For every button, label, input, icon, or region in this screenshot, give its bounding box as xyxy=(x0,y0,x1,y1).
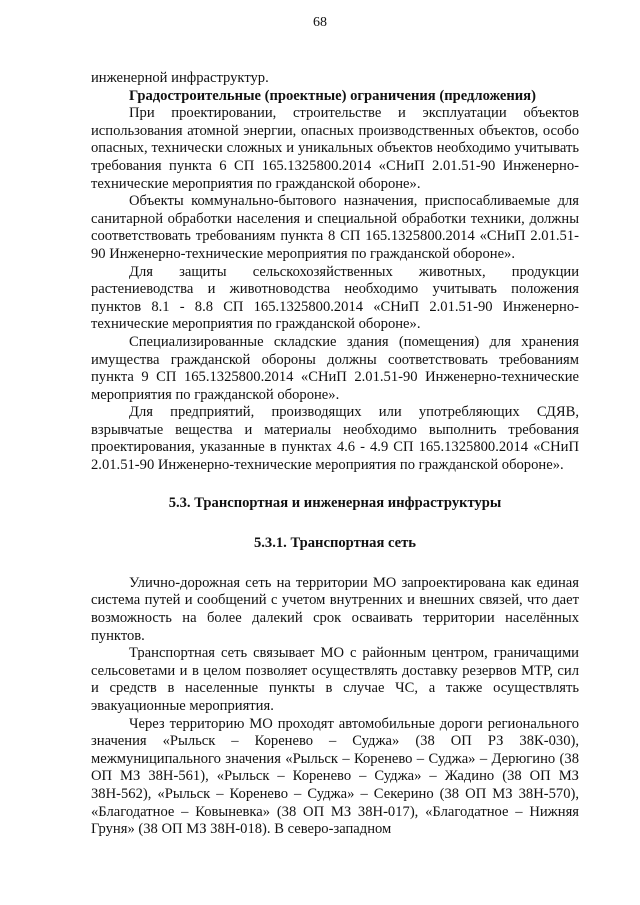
paragraph-hazardous-enterprises: Для предприятий, производящих или употребляющих СДЯВ, взрывчатые вещества и материалы необходимо выполнить требования проектирования, указанные в пунктах 4.6 - 4.9 СП 165.1325800.2014 «СНиП 2.01.51-90 Инженерно-технические мероприятия по гражданской обороне». xyxy=(91,404,579,474)
paragraph-continuation: инженерной инфраструктур. xyxy=(91,70,269,86)
restrictions-heading: Градостроительные (проектные) ограничения (предложения) xyxy=(129,87,536,104)
section-heading: 5.3. Транспортная и инженерная инфраструктуры xyxy=(168,494,502,511)
paragraph-warehouses: Специализированные складские здания (помещения) для хранения имущества гражданской обороны должны соответствовать требованиям пункта 9 СП 165.1325800.2014 «СНиП 2.01.51-90 Инженерно-технические мероприятия по гражданской обороне». xyxy=(91,333,579,403)
paragraph-atomic-objects: При проектировании, строительстве и эксплуатации объектов использования атомной энергии, опасных производственных объектов, особо опасных, технически сложных и уникальных объектов необходимо учитывать требования пункта 6 СП 165.1325800.2014 «СНиП 2.01.51-90 Инженерно-технические мероприятия по гражданской обороне». xyxy=(91,105,579,192)
paragraph-communal-objects: Объекты коммунально-бытового назначения, приспосабливаемые для санитарной обработки населения и специальной обработки техники, должны соответствовать требованиям пункта 8 СП 165.1325800.2014 «СНиП 2.01.51-90 Инженерно-технические мероприятия по гражданской обороне». xyxy=(91,193,579,262)
paragraph-animal-protection: Для защиты сельскохозяйственных животных, продукции растениеводства и животноводства необходимо учитывать положения пунктов 8.1 - 8.8 СП 165.1325800.2014 «СНиП 2.01.51-90 Инженерно-технические мероприятия по гражданской обороне». xyxy=(91,263,579,333)
page-content xyxy=(91,70,579,839)
subsection-heading: 5.3.1. Транспортная сеть xyxy=(253,535,417,552)
paragraph-transport-network: Транспортная сеть связывает МО с районным центром, граничащими сельсоветами и в целом позволяет осуществлять доставку резервов МТР, сил и средств в населенные пункты в случае ЧС, а также осуществлять эвакуационные мероприятия. xyxy=(91,645,579,714)
paragraph-road-network: Улично-дорожная сеть на территории МО запроектирована как единая система путей и сообщений с учетом внутренних и внешних связей, что дает возможность на более далекий срок осваивать территории населённых пунктов. xyxy=(91,574,579,644)
paragraph-roads-list: Через территорию МО проходят автомобильные дороги регионального значения «Рыльск – Коренево – Суджа» (38 ОП РЗ 38К-030), межмуниципального значения «Рыльск – Коренево – Суджа» – Дерюгино (38 ОП МЗ 38Н-561), «Рыльск – Коренево – Суджа» – Жадино (38 ОП МЗ 38Н-562), «Рыльск – Коренево – Суджа» – Секерино (38 ОП МЗ 38Н-570), «Благодатное – Ковыневка» (38 ОП МЗ 38Н-017), «Благодатное – Нижняя Груня» (38 ОП МЗ 38Н-018). В северо-западном xyxy=(91,715,579,838)
page-number: 68 xyxy=(313,15,327,30)
